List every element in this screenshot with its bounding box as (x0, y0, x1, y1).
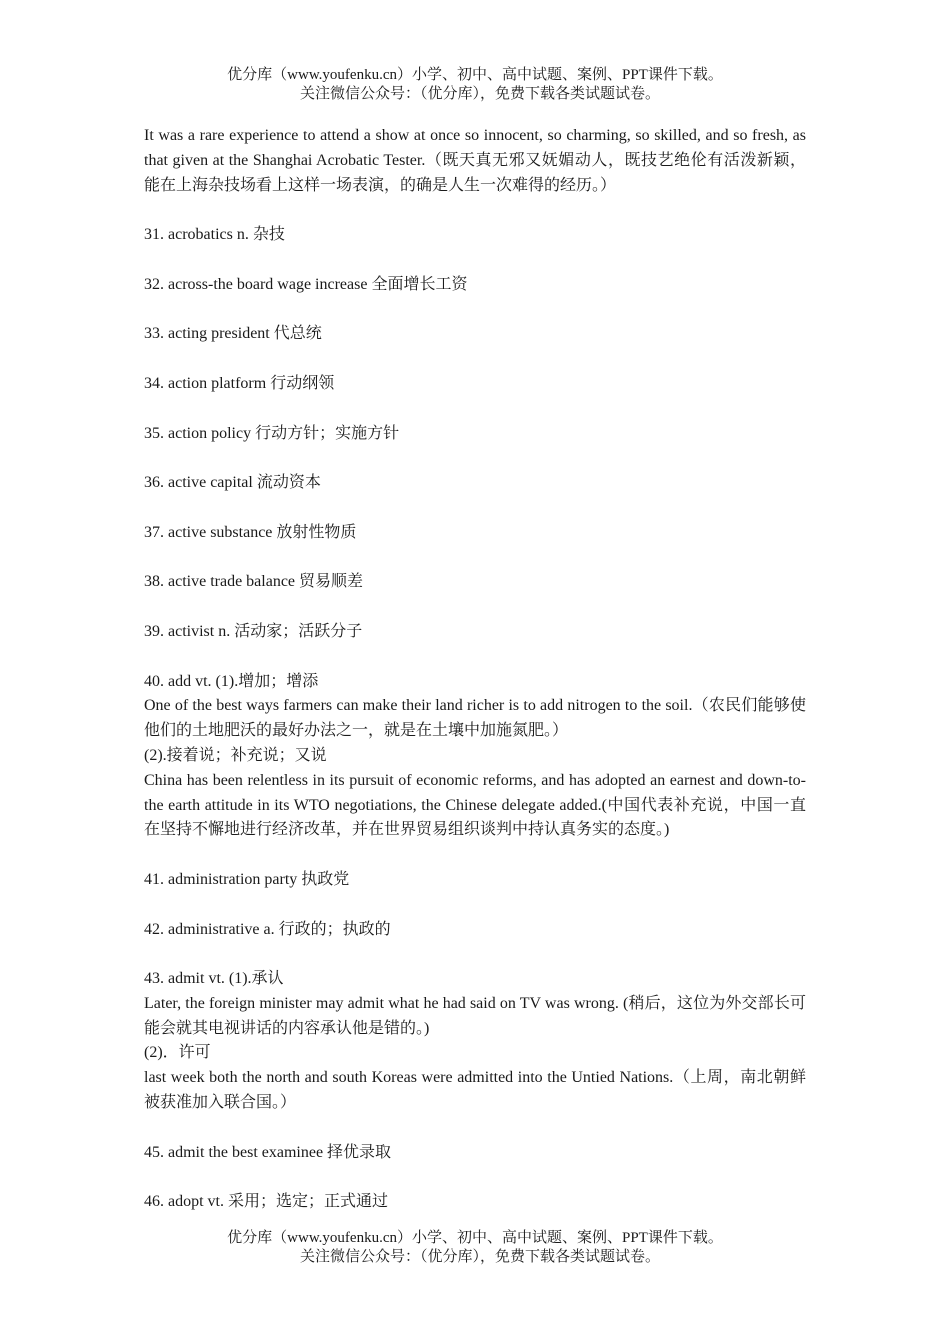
entry-35: 35. action policy 行动方针；实施方针 (144, 424, 400, 442)
entry-31: 31. acrobatics n. 杂技 (144, 226, 285, 244)
entry-43-example-2: last week both the north and south Koreas were admitted into the Untied Nations.（上周，南北朝鲜被获准加入联合国。） (144, 1069, 806, 1112)
entry-46: 46. adopt vt. 采用；选定；正式通过 (144, 1193, 388, 1211)
entry-38: 38. active trade balance 贸易顺差 (144, 573, 364, 591)
entry-40-heading: 40. add vt. (1).增加；增添 (144, 672, 319, 690)
document-body (144, 124, 806, 1215)
entry-40-sense-2: (2).接着说；补充说；又说 (144, 746, 327, 764)
page-header (0, 66, 950, 104)
entry-42: 42. administrative a. 行政的；执政的 (144, 920, 391, 938)
entry-39: 39. activist n. 活动家；活跃分子 (144, 622, 363, 640)
intro-paragraph: It was a rare experience to attend a show at once so innocent, so charming, so skilled, and so fresh, as that given at the Shanghai Acrobatic Tester.（既天真无邪又妩媚动人，既技艺绝伦有活泼新颖，能在上海杂技场看上这样一场表演，的确是人生一次难得的经历。） (144, 127, 806, 194)
header-line-1: 优分库（www.youfenku.cn）小学、初中、高中试题、案例、PPT课件下载。 (227, 67, 723, 83)
entry-43-example-1: Later, the foreign minister may admit what he had said on TV was wrong. (稍后，这位为外交部长可能会就其电视讲话的内容承认他是错的。) (144, 994, 806, 1037)
footer-line-1: 优分库（www.youfenku.cn）小学、初中、高中试题、案例、PPT课件下载。 (227, 1230, 723, 1246)
entry-36: 36. active capital 流动资本 (144, 474, 321, 492)
footer-line-2: 关注微信公众号：（优分库），免费下载各类试题试卷。 (299, 1249, 660, 1265)
entry-33: 33. acting president 代总统 (144, 325, 322, 343)
entry-34: 34. action platform 行动纲领 (144, 374, 335, 392)
entry-43-sense-2: (2)．许可 (144, 1044, 211, 1062)
entry-43-heading: 43. admit vt. (1).承认 (144, 970, 284, 988)
entry-37: 37. active substance 放射性物质 (144, 523, 357, 541)
entry-45: 45. admit the best examinee 择优录取 (144, 1143, 392, 1161)
entry-40-example-2: China has been relentless in its pursuit of economic reforms, and has adopted an earnest and down-to-the earth attitude in its WTO negotiations, the Chinese delegate added.(中国代表补充说，中国一直在坚持不懈地进行经济改革，并在世界贸易组织谈判中持认真务实的态度。) (144, 771, 806, 839)
entry-40-example-1: One of the best ways farmers can make their land richer is to add nitrogen to the soil.（农民们能够使他们的土地肥沃的最好办法之一，就是在土壤中加施氮肥。） (144, 697, 806, 740)
page-footer (0, 1229, 950, 1267)
header-line-2: 关注微信公众号：（优分库），免费下载各类试题试卷。 (299, 86, 660, 102)
entry-41: 41. administration party 执政党 (144, 870, 350, 888)
entry-32: 32. across-the board wage increase 全面增长工资 (144, 275, 468, 293)
